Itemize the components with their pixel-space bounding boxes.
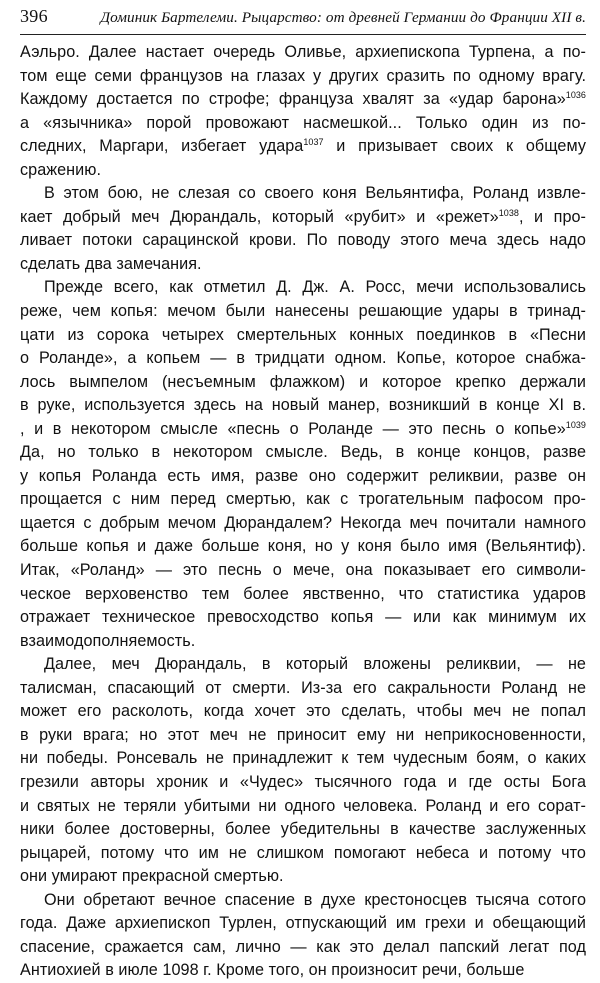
line-text: рыцарей, потому что им не слишком помогают небеса и потому что [20,843,586,862]
footnote-ref: 1036 [565,90,586,101]
text-line [20,300,586,324]
text-line [20,41,586,65]
text-line [20,159,586,183]
line-text: может его расколоть, когда хочет это сделать, чтобы меч не попал [20,702,586,721]
paragraph [20,653,586,888]
text-line [20,771,586,795]
line-text: отражает техническое превосходство копья — или как минимум их [20,608,586,627]
line-text: спасение, сражается сам, лично — как это делал папский легат под [20,937,586,956]
text-line [20,488,586,512]
line-text: ники более достоверны, более убедительны в качестве заслуженных [20,820,586,839]
text-line [20,583,586,607]
line-text: Прежде всего, как отметил Д. Дж. А. Росс, мечи использовались [44,278,586,297]
line-text: Далее, меч Дюрандаль, в который вложены реликвии, — не [44,655,586,674]
text-line [20,135,586,159]
text-line [20,865,586,889]
line-text: о Роланде», а копьем — в тридцати одном. Копье, которое снабжа- [20,349,586,368]
paragraph [20,182,586,276]
paragraph [20,41,586,182]
text-line [20,747,586,771]
line-text: прощается с ним перед смертью, как с трогательным пафосом про- [20,490,586,509]
line-text: ческое верховенство тем более явственно, что статистика ударов [20,584,586,603]
line-text: ливает потоки сарацинской крови. По поводу этого меча здесь надо [20,231,586,250]
text-line [20,206,586,230]
line-text: Да, но только в некотором смысле. Ведь, в конце концов, разве [20,443,586,462]
line-text: , и про- [518,207,586,226]
text-line [20,465,586,489]
line-text: , и в некотором смысле «песнь о Роланде — это песнь о копье» [20,419,566,438]
line-text: кает добрый меч Дюрандаль, который «рубит» и «режет» [20,207,499,226]
text-line [20,394,586,418]
line-text: сражению. [20,160,102,179]
line-text: Итак, «Роланд» — это песнь о мече, она показывает его символи- [20,561,586,580]
text-line [20,229,586,253]
line-text: они умирают прекрасной смертью. [20,867,284,886]
line-text: талисман, спасающий от смерти. Из-за его сакральности Роланд не [20,678,586,697]
text-line [20,418,586,442]
line-text: ни победы. Ронсеваль не принадлежит к тем чудесным боям, о каких [20,749,586,768]
text-line [20,653,586,677]
text-line [20,818,586,842]
text-line [20,88,586,112]
line-text: лось вымпелом (несъемным флажком) и которое крепко держали [20,372,586,391]
text-line [20,182,586,206]
text-line [20,276,586,300]
text-line [20,324,586,348]
text-line [20,559,586,583]
line-text: следних, Маргари, избегает удара [20,137,304,156]
paragraph [20,276,586,653]
line-text: года. Даже архиепископ Турлен, отпускающий им грехи и обещающий [20,914,586,933]
text-line [20,912,586,936]
running-head: Доминик Бартелеми. Рыцарство: от древней Германии до Франции XII в. [100,9,586,26]
line-text: Каждому достается по строфе; француза хвалят за «удар барона» [20,90,566,109]
line-text: а «язычника» порой провожают насмешкой... Только один из по- [20,113,586,132]
line-text: цати из сорока четырех смертельных конных поединков в «Песни [20,325,586,344]
line-text: и святых не теряли убитыми ни одного человека. Роланд и его сорат- [20,796,586,815]
line-text: и призывает своих к общему [323,137,586,156]
text-line [20,347,586,371]
line-text: больше копья и даже больше коня, но у коня было имя (Вельянтиф). [20,537,586,556]
text-line [20,371,586,395]
text-line [20,677,586,701]
footnote-ref: 1037 [303,137,324,148]
line-text: в руке, используется здесь на новый манер, возникший в конце XI в. [20,396,586,415]
text-line [20,630,586,654]
text-line [20,936,586,960]
line-text: Антиохией в июле 1098 г. Кроме того, он произносит речи, больше [20,961,525,980]
page-header [20,6,586,35]
line-text: В этом бою, не слезая со своего коня Вельянтифа, Роланд извле- [44,184,586,203]
text-line [20,889,586,913]
paragraph [20,889,586,983]
text-line [20,795,586,819]
text-line [20,112,586,136]
text-line [20,65,586,89]
body-text [20,41,586,983]
text-line [20,959,586,983]
line-text: реже, чем копья: мечом были нанесены решающие удары в тринад- [20,302,586,321]
page-number: 396 [20,6,48,26]
text-line [20,700,586,724]
line-text: Они обретают вечное спасение в духе крестоносцев тысяча сотого [44,890,586,909]
line-text: Аэльро. Далее настает очередь Оливье, архиепископа Турпена, а по- [20,43,586,61]
text-line [20,512,586,536]
line-text: взаимодополняемость. [20,631,196,650]
line-text: том еще семи французов на глазах у других сразить по одному врагу. [20,66,586,85]
text-line [20,535,586,559]
footnote-ref: 1038 [498,207,519,218]
line-text: сделать два замечания. [20,254,202,273]
line-text: в руки врага; но этот меч не приносит ему ни неприкосновенности, [20,725,586,744]
line-text: у копья Роланда есть имя, разве оно содержит реликвии, разве он [20,466,586,485]
line-text: грезили авторы хроник и «Чудес» тысячного года и где осты Бога [20,772,586,791]
text-line [20,253,586,277]
text-line [20,724,586,748]
text-line [20,441,586,465]
footnote-ref: 1039 [565,419,586,430]
text-line [20,606,586,630]
line-text: щается с добрым мечом Дюрандалем? Некогда меч почитали намного [20,513,586,532]
text-line [20,842,586,866]
